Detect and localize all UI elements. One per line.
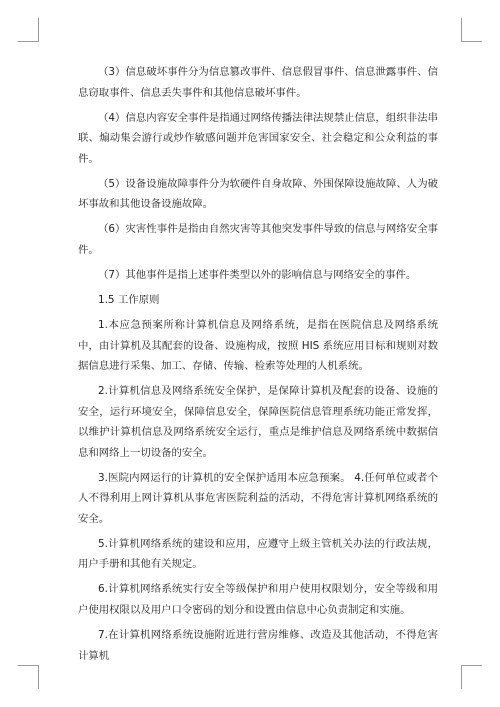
paragraph-principle-1: 1.本应急预案所称计算机信息及网络系统，是指在医院信息及网络系统中，由计算机及其配套的设备、设施构成，按照 HIS 系统应用目标和规则对数据信息进行采集、加工、存储、传输、检索等处理的人机系统。 [78, 319, 438, 373]
paragraph-principle-3-4: 3.医院内网运行的计算机的安全保护适用本应急预案。 4.任何单位或者个人不得利用上网计算机从事危害医院利益的活动，不得危害计算机网络系统的安全。 [78, 471, 438, 525]
crop-mark-top-left-h [18, 41, 39, 42]
paragraph-principle-7: 7.在计算机网络系统设施附近进行营房维修、改造及其他活动，不得危害计算机 [78, 629, 438, 662]
paragraph-disaster-events: （6）灾害性事件是指由自然灾害等其他突发事件导致的信息与网络安全事件。 [78, 223, 438, 256]
document-body [78, 62, 438, 671]
crop-mark-bottom-right [461, 665, 462, 689]
crop-mark-bottom-left-h [18, 665, 39, 666]
paragraph-principle-2: 2.计算机信息及网络系统安全保护，是保障计算机及配套的设备、设施的安全，运行环境安全，保障信息安全，保障医院信息管理系统功能正常发挥，以维护计算机信息及网络系统安全运行，重点是维护信息及网络系统中数据信息和网络上一切设备的安全。 [78, 385, 438, 459]
paragraph-principle-5: 5.计算机网络系统的建设和应用，应遵守上级主管机关办法的行政法规，用户手册和其他有关规定。 [78, 537, 438, 571]
paragraph-info-destruction: （3）信息破坏事件分为信息篡改事件、信息假冒事件、信息泄露事件、信息窃取事件、信息丢失事件和其他信息破坏事件。 [78, 66, 438, 99]
crop-mark-top-right-h [461, 41, 482, 42]
crop-mark-top-left [38, 18, 39, 42]
paragraph-principle-6: 6.计算机网络系统实行安全等级保护和用户使用权限划分，安全等级和用户使用权限以及用户口令密码的划分和设置由信息中心负责制定和实施。 [78, 583, 438, 616]
crop-mark-bottom-left [38, 665, 39, 689]
paragraph-equipment-failure: （5）设备设施故障事件分为软硬件自身故障、外围保障设施故障、人为破坏事故和其他设备设施故障。 [78, 177, 438, 211]
section-heading-work-principles: 1.5 工作原则 [98, 293, 160, 306]
paragraph-other-events: （7）其他事件是指上述事件类型以外的影响信息与网络安全的事件。 [98, 268, 417, 281]
paragraph-content-security: （4）信息内容安全事件是指通过网络传播法律法规禁止信息，组织非法串联、煽动集会游行或炒作敏感问题并危害国家安全、社会稳定和公众利益的事件。 [78, 111, 438, 165]
crop-mark-top-right [461, 18, 462, 42]
crop-mark-bottom-right-h [461, 665, 482, 666]
